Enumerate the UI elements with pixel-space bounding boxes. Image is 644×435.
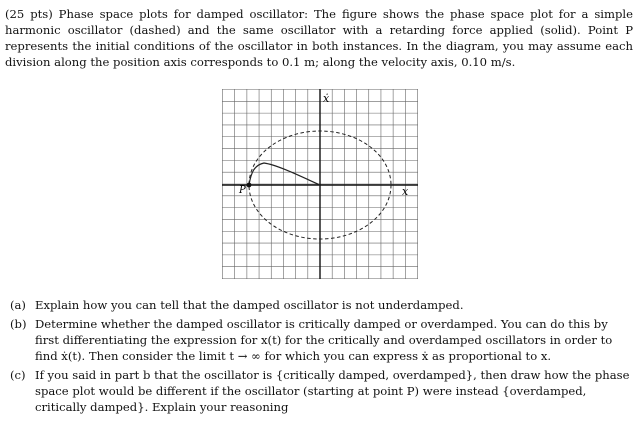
question-b-label: (b) [10, 317, 27, 331]
position-axis-label: x [402, 185, 409, 198]
question-b [10, 316, 630, 364]
damped-trajectory-solid [249, 163, 320, 185]
question-a [10, 297, 630, 313]
question-a-label: (a) [10, 298, 26, 312]
point-p-marker [247, 183, 252, 188]
question-list [10, 297, 630, 418]
question-c [10, 367, 630, 415]
phase-space-plot [222, 89, 418, 279]
velocity-axis-label: ẋ [323, 92, 330, 105]
question-a-text: Explain how you can tell that the damped oscillator is not underdamped. [35, 298, 464, 312]
question-c-text: If you said in part b that the oscillator is {critically damped, overdamped}, then draw how the phase space plot would be different if the oscillator (starting at point P) were instead {overdamped, critically damped}. Explain your reasoning [35, 368, 630, 414]
question-b-text: Determine whether the damped oscillator is critically damped or overdamped. You can do this by first differentiating the expression for x(t) for the critically and overdamped oscillators in order to find ẋ(t). Then consider the limit t → ∞ for which you can express ẋ as proportional to x. [35, 317, 613, 363]
problem-intro: (25 pts) Phase space plots for damped oscillator: The figure shows the phase space plot for a simple harmonic oscillator (dashed) and the same oscillator with a retarding force applied (solid). Point P represents the initial conditions of the oscillator in both instances. In the diagram, you may assume each division along the position axis corresponds to 0.1 m; along the velocity axis, 0.10 m/s. [5, 7, 633, 69]
point-p-label: P [239, 185, 246, 196]
phase-space-figure [222, 89, 418, 279]
question-c-label: (c) [10, 368, 26, 382]
